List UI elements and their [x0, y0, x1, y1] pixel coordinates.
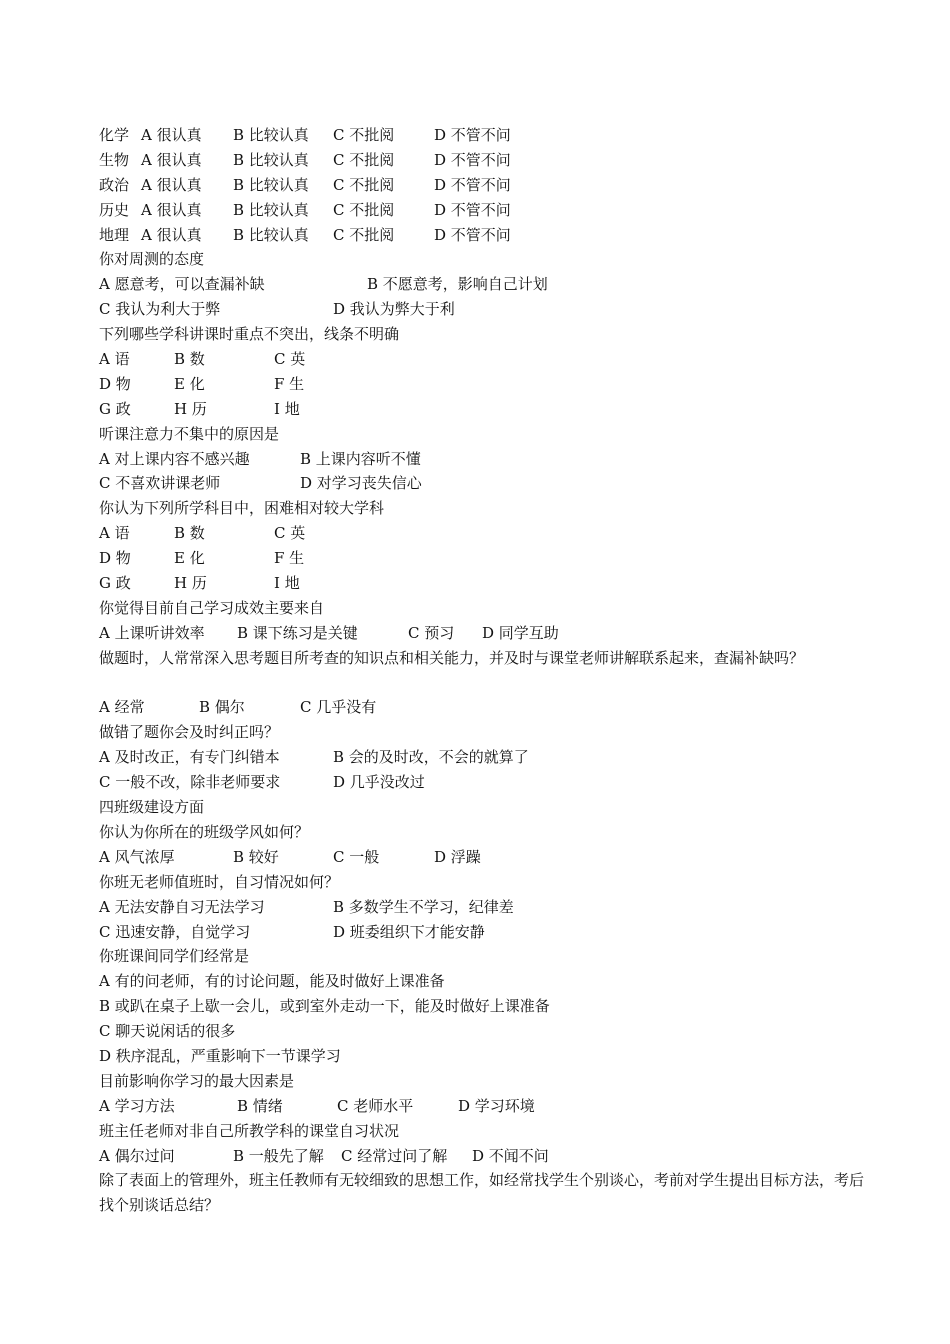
option-cell: C 不批阅 [333, 150, 395, 169]
option-cell: G 政 [99, 399, 131, 418]
option-row [99, 123, 869, 148]
option-cell: C 预习 [408, 623, 455, 642]
option-cell: D 我认为弊大于利 [333, 300, 455, 319]
text-line: 除了表面上的管理外，班主任教师有无较细致的思想工作，如经常找学生个别谈心，考前对学生提出目标方法，考后找个别谈话总结？ [99, 1171, 865, 1215]
option-cell: B 一般先了解 [233, 1146, 324, 1165]
option-cell: D 物 [99, 374, 131, 393]
option-cell: B 课下练习是关键 [237, 623, 358, 642]
text-line: 四班级建设方面 [99, 798, 205, 817]
text-line: C 聊天说闲话的很多 [99, 1022, 236, 1041]
option-cell: A 学习方法 [99, 1096, 175, 1115]
option-cell: D 不闻不问 [472, 1146, 549, 1165]
option-cell: C 经常过问了解 [341, 1146, 448, 1165]
option-cell: B 比较认真 [233, 225, 309, 244]
option-row [99, 347, 869, 372]
option-cell: A 很认真 [141, 225, 202, 244]
text-line: B 或趴在桌子上歇一会儿，或到室外走动一下，能及时做好上课准备 [99, 997, 550, 1016]
option-cell: C 一般不改，除非老师要求 [99, 773, 281, 792]
option-cell: A 无法安静自习无法学习 [99, 897, 265, 916]
option-cell: B 多数学生不学习，纪律差 [333, 897, 514, 916]
option-cell: A 很认真 [141, 200, 202, 219]
option-cell: B 上课内容听不懂 [300, 449, 421, 468]
option-cell: C 我认为利大于弊 [99, 300, 221, 319]
option-row [99, 1144, 869, 1169]
option-cell: B 会的及时改，不会的就算了 [333, 748, 529, 767]
text-line: 班主任老师对非自己所教学科的课堂自习状况 [99, 1121, 400, 1140]
option-row [99, 695, 869, 720]
text-line: 你班无老师值班时，自习情况如何？ [99, 872, 340, 891]
option-cell: C 英 [274, 524, 306, 543]
option-cell: I 地 [274, 574, 300, 593]
option-cell: D 不管不问 [434, 150, 511, 169]
option-row [99, 148, 869, 173]
option-cell: D 不管不问 [434, 200, 511, 219]
option-cell: F 生 [274, 549, 305, 568]
option-cell: A 上课听讲效率 [99, 623, 205, 642]
option-cell: E 化 [174, 374, 205, 393]
text-line: 你对周测的态度 [99, 250, 205, 269]
option-cell: A 愿意考，可以查漏补缺 [99, 275, 265, 294]
option-cell: 化学 [99, 126, 130, 144]
option-cell: B 不愿意考，影响自己计划 [367, 275, 548, 294]
option-cell: D 班委组织下才能安静 [333, 922, 485, 941]
option-cell: F 生 [274, 374, 305, 393]
option-cell: A 及时改正，有专门纠错本 [99, 748, 280, 767]
option-cell: H 历 [174, 399, 207, 418]
option-row [99, 621, 869, 646]
option-cell: D 不管不问 [434, 225, 511, 244]
text-line: 做错了题你会及时纠正吗？ [99, 723, 280, 742]
option-cell: G 政 [99, 574, 131, 593]
option-cell: I 地 [274, 399, 300, 418]
option-cell: C 不喜欢讲课老师 [99, 474, 221, 493]
text-line: 你觉得目前自己学习成效主要来自 [99, 598, 325, 617]
option-cell: D 对学习丧失信心 [300, 474, 422, 493]
option-row [99, 745, 869, 770]
option-cell: B 偶尔 [199, 698, 245, 717]
option-row [99, 521, 869, 546]
option-row [99, 920, 869, 945]
option-cell: C 迅速安静，自觉学习 [99, 922, 251, 941]
option-row [99, 770, 869, 795]
option-cell: 历史 [99, 200, 130, 219]
option-cell: D 同学互助 [482, 623, 559, 642]
option-cell: D 浮躁 [434, 847, 481, 866]
option-cell: B 比较认真 [233, 175, 309, 194]
option-row [99, 447, 869, 472]
option-cell: B 数 [174, 524, 205, 543]
option-cell: D 不管不问 [434, 126, 511, 144]
survey-text-body [99, 123, 869, 1218]
option-row [99, 272, 869, 297]
option-cell: 生物 [99, 150, 130, 169]
option-row [99, 895, 869, 920]
option-cell: B 数 [174, 350, 205, 369]
option-cell: A 对上课内容不感兴趣 [99, 449, 250, 468]
text-line: 你认为下列所学科目中，困难相对较大学科 [99, 499, 385, 518]
option-cell: 政治 [99, 175, 130, 194]
option-cell: C 不批阅 [333, 225, 395, 244]
option-cell: D 不管不问 [434, 175, 511, 194]
text-line: A 有的问老师，有的讨论问题，能及时做好上课准备 [99, 972, 445, 991]
option-cell: B 较好 [233, 847, 279, 866]
option-row [99, 397, 869, 422]
option-cell: B 比较认真 [233, 200, 309, 219]
option-row [99, 297, 869, 322]
option-cell: A 风气浓厚 [99, 847, 175, 866]
text-line: 听课注意力不集中的原因是 [99, 424, 280, 443]
option-row [99, 173, 869, 198]
text-line: 你班课间同学们经常是 [99, 947, 250, 966]
option-cell: D 物 [99, 549, 131, 568]
option-cell: C 不批阅 [333, 175, 395, 194]
option-cell: C 不批阅 [333, 200, 395, 219]
option-cell: E 化 [174, 549, 205, 568]
option-cell: C 英 [274, 350, 306, 369]
option-cell: B 比较认真 [233, 150, 309, 169]
option-row [99, 372, 869, 397]
text-line: D 秩序混乱，严重影响下一节课学习 [99, 1046, 341, 1065]
text-line: 你认为你所在的班级学风如何？ [99, 822, 310, 841]
option-row [99, 845, 869, 870]
option-row [99, 1094, 869, 1119]
option-cell: 地理 [99, 225, 130, 244]
option-row [99, 571, 869, 596]
option-cell: A 语 [99, 524, 130, 543]
text-line: 做题时，人常常深入思考题目所考查的知识点和相关能力，并及时与课堂老师讲解联系起来，查漏补缺吗？ [99, 648, 805, 667]
option-cell: A 语 [99, 350, 130, 369]
option-cell: C 几乎没有 [300, 698, 377, 717]
option-row [99, 546, 869, 571]
option-cell: H 历 [174, 574, 207, 593]
option-cell: D 学习环境 [458, 1096, 535, 1115]
option-cell: A 很认真 [141, 126, 202, 144]
option-cell: A 偶尔过问 [99, 1146, 175, 1165]
option-cell: B 比较认真 [233, 126, 309, 144]
text-line: 目前影响你学习的最大因素是 [99, 1071, 295, 1090]
option-cell: A 很认真 [141, 175, 202, 194]
option-row [99, 471, 869, 496]
option-cell: C 一般 [333, 847, 380, 866]
option-cell: C 不批阅 [333, 126, 395, 144]
text-line: 下列哪些学科讲课时重点不突出，线条不明确 [99, 325, 400, 344]
option-cell: A 很认真 [141, 150, 202, 169]
option-row [99, 198, 869, 223]
blank-line [99, 671, 869, 696]
option-row [99, 223, 869, 248]
option-cell: C 老师水平 [337, 1096, 414, 1115]
option-cell: A 经常 [99, 698, 145, 717]
option-cell: D 几乎没改过 [333, 773, 425, 792]
option-cell: B 情绪 [237, 1096, 283, 1115]
